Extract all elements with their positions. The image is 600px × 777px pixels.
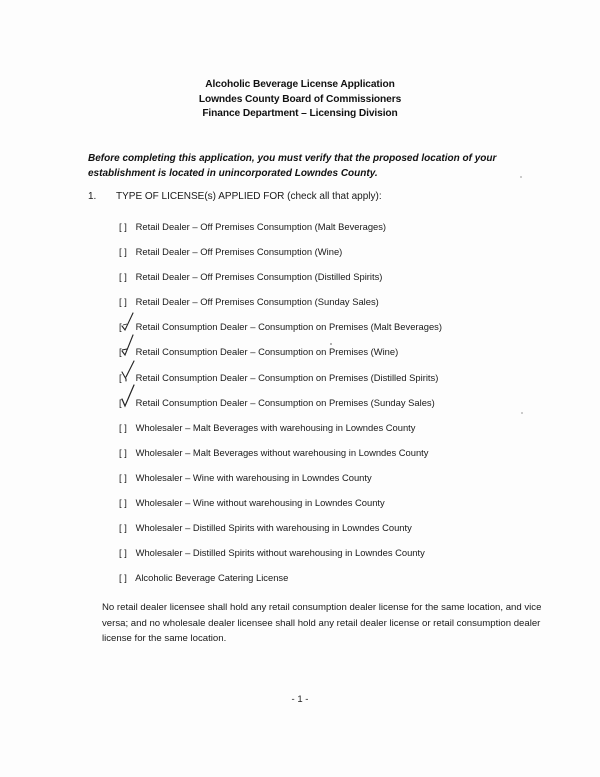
option-label: Wholesaler – Malt Beverages with warehousing in Lowndes County (135, 421, 416, 433)
license-option[interactable] (119, 497, 539, 522)
handwritten-checkmark-icon (119, 358, 135, 384)
license-option[interactable] (119, 472, 539, 497)
license-option[interactable] (119, 572, 539, 597)
option-label: Alcoholic Beverage Catering License (135, 572, 289, 584)
license-option[interactable] (119, 271, 539, 296)
option-label: Retail Consumption Dealer – Consumption on Premises (Malt Beverages) (135, 321, 442, 333)
license-option[interactable] (119, 296, 539, 321)
option-label: Retail Consumption Dealer – Consumption on Premises (Distilled Spirits) (135, 371, 439, 383)
checkbox[interactable]: [ ] (119, 547, 127, 559)
license-option-checked[interactable] (119, 397, 539, 422)
section-number: 1. (88, 191, 97, 202)
license-option[interactable] (119, 447, 539, 472)
location-notice: Before completing this application, you must verify that the proposed location of your establishment is located in unincorporated Lowndes County. (88, 153, 497, 179)
handwritten-checkmark-icon (119, 311, 135, 333)
scan-speck (330, 343, 332, 345)
option-label: Retail Dealer – Off Premises Consumption (Wine) (135, 246, 343, 258)
option-label: Retail Consumption Dealer – Consumption on Premises (Wine) (135, 346, 399, 358)
scan-speck (520, 176, 522, 178)
checkbox[interactable]: [ ] (119, 471, 127, 483)
header-division: Finance Department – Licensing Division (202, 108, 398, 119)
option-label: Wholesaler – Distilled Spirits without warehousing in Lowndes County (135, 547, 425, 559)
checkbox[interactable]: [ ] (119, 572, 127, 584)
checkbox[interactable]: [ ] (119, 421, 127, 433)
option-label: Wholesaler – Malt Beverages without warehousing in Lowndes County (135, 446, 429, 458)
checkbox[interactable]: [ ] (119, 296, 127, 308)
handwritten-checkmark-icon (119, 332, 135, 358)
checkbox-checked[interactable]: [ (119, 346, 133, 358)
header-organization: Lowndes County Board of Commissioners (198, 93, 402, 105)
scan-speck (521, 412, 523, 414)
checkbox-checked[interactable]: [ (119, 321, 133, 333)
license-option[interactable] (119, 246, 539, 271)
checkbox-checked[interactable]: [ (119, 397, 133, 409)
checkbox[interactable]: [ ] (119, 446, 127, 458)
option-label: Retail Consumption Dealer – Consumption on Premises (Sunday Sales) (135, 396, 435, 408)
section-heading: TYPE OF LICENSE(s) APPLIED FOR (check all that apply): (116, 191, 382, 202)
license-option-checked[interactable] (119, 321, 539, 346)
checkbox-checked[interactable]: [ (119, 372, 133, 384)
page-number: - 1 - (291, 694, 309, 705)
checkbox[interactable]: [ ] (119, 271, 127, 283)
license-option[interactable] (119, 221, 539, 246)
license-option-checked[interactable] (119, 346, 539, 371)
license-option[interactable] (119, 422, 539, 447)
checkbox[interactable]: [ ] (119, 497, 127, 509)
checkbox[interactable]: [ ] (119, 246, 127, 258)
option-label: Retail Dealer – Off Premises Consumption (Distilled Spirits) (135, 271, 383, 283)
header-title: Alcoholic Beverage License Application (205, 79, 395, 90)
license-options-list (119, 221, 539, 597)
checkbox[interactable]: [ ] (119, 522, 127, 534)
license-restriction-note: No retail dealer licensee shall hold any retail consumption dealer license for the same location, and vice versa; and no wholesale dealer licensee shall hold any retail dealer license or retail consumption dealer license for the same location. (102, 602, 542, 644)
license-option-checked[interactable] (119, 372, 539, 397)
license-option[interactable] (119, 547, 539, 572)
option-label: Retail Dealer – Off Premises Consumption (Malt Beverages) (135, 221, 387, 232)
option-label: Wholesaler – Wine without warehousing in Lowndes County (135, 497, 385, 509)
option-label: Wholesaler – Distilled Spirits with warehousing in Lowndes County (135, 522, 412, 534)
license-option[interactable] (119, 522, 539, 547)
option-label: Retail Dealer – Off Premises Consumption (Sunday Sales) (135, 296, 379, 308)
document-header (0, 78, 600, 122)
checkbox[interactable]: [ ] (119, 221, 127, 232)
handwritten-checkmark-icon (119, 383, 135, 409)
option-label: Wholesaler – Wine with warehousing in Lowndes County (135, 471, 372, 483)
section-1-title (88, 191, 382, 202)
